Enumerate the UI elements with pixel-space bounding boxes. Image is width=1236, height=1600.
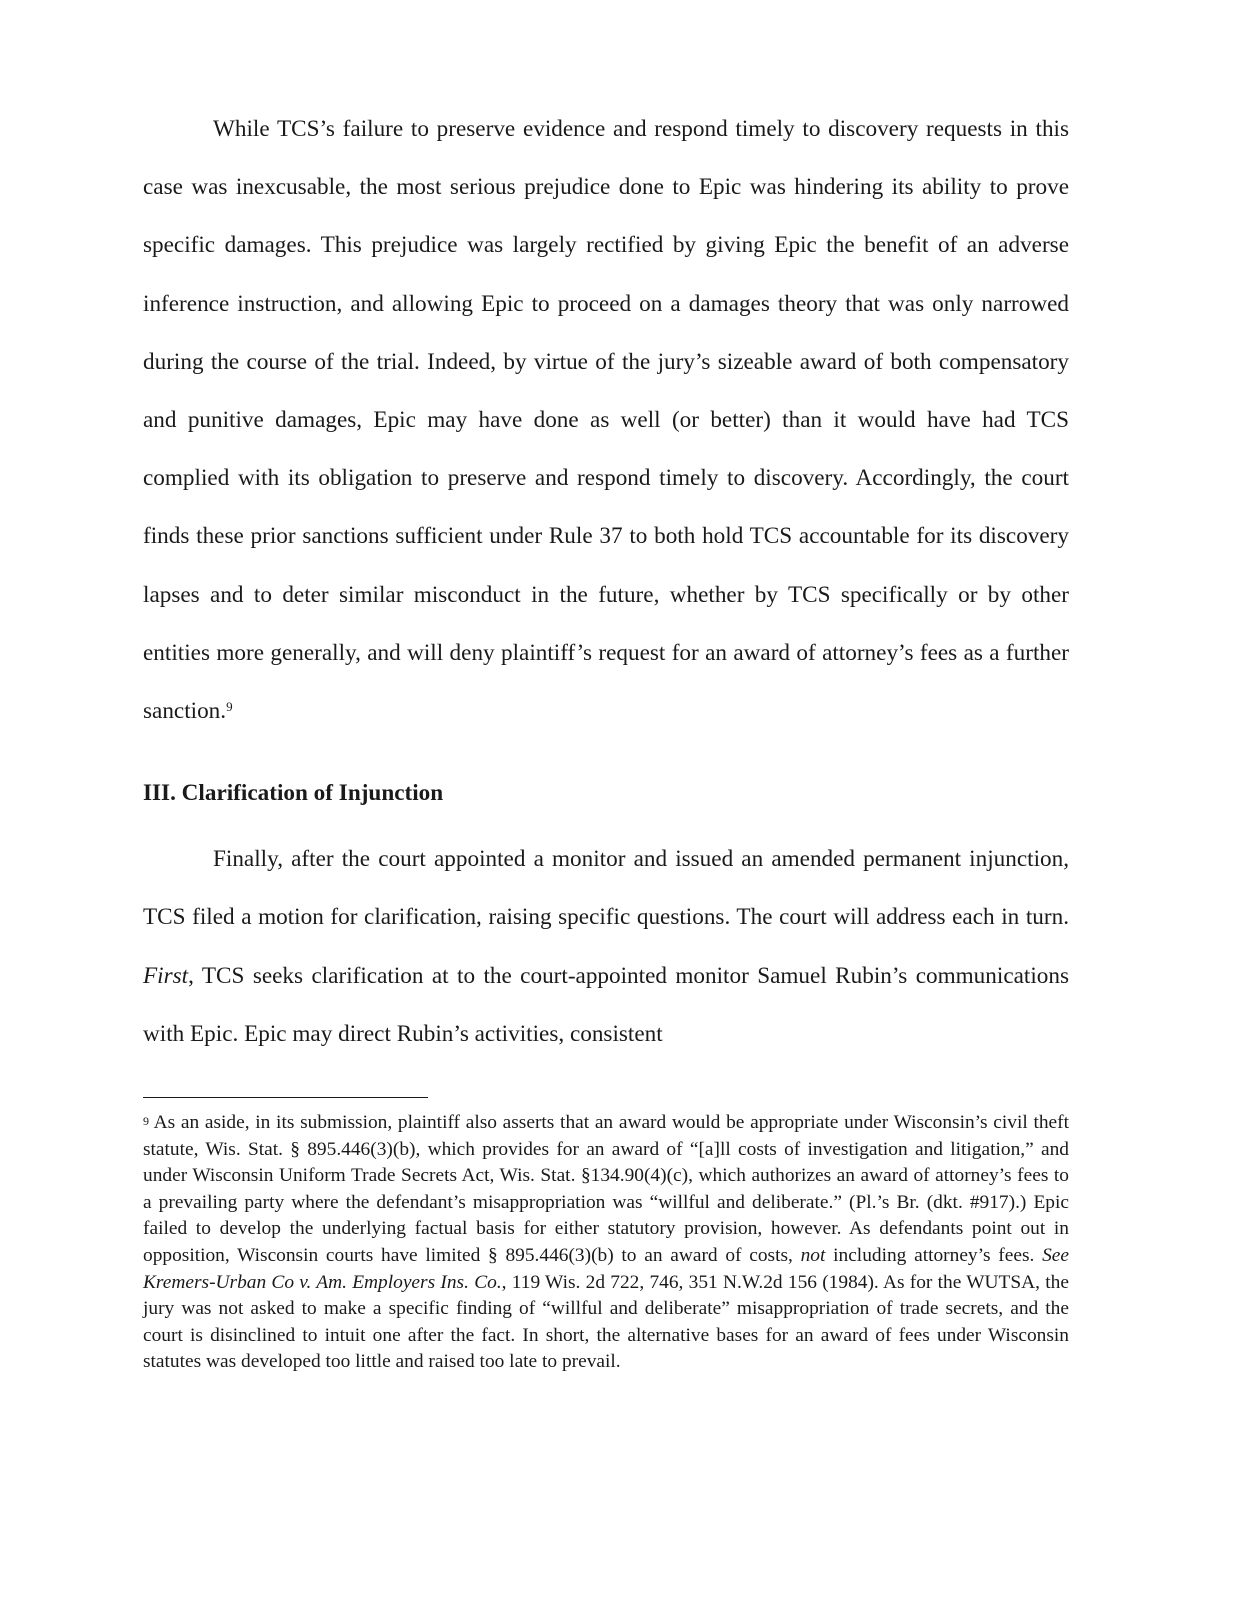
paragraph-clarification-text-1: Finally, after the court appointed a monitor and issued an amended permanent injunction, TCS filed a motion for clarification, raising specific questions. The court will address each in turn. xyxy=(143,846,1069,931)
footnote-case-citation: See Kremers-Urban Co v. Am. Employers Ins. Co. xyxy=(143,1244,1069,1293)
footnote-separator xyxy=(143,1097,428,1098)
footnote-number: 9 xyxy=(143,1114,149,1128)
paragraph-sanctions-text: While TCS’s failure to preserve evidence and respond timely to discovery requests in this case was inexcusable, the most serious prejudice done to Epic was hindering its ability to prove specific damages. This prejudice was largely rectified by giving Epic the benefit of an adverse inference instruction, and allowing Epic to proceed on a damages theory that was only narrowed during the course of the trial. Indeed, by virtue of the jury’s sizeable award of both compensatory and punitive damages, Epic may have done as well (or better) than it would have had TCS complied with its obligation to preserve and respond timely to discovery. Accordingly, the court finds these prior sanctions sufficient under Rule 37 to both hold TCS accountable for its discovery lapses and to deter similar misconduct in the future, whether by TCS specifically or by other entities more generally, and will deny plaintiff’s request for an award of attorney’s fees as a further sanction. xyxy=(143,116,1069,725)
paragraph-clarification-text-2: , TCS seeks clarification at to the court-appointed monitor Samuel Rubin’s communications with Epic. Epic may direct Rubin’s activities, consistent xyxy=(143,962,1069,1047)
footnote-9 xyxy=(143,1110,1069,1376)
paragraph-clarification-emphasis: First xyxy=(143,962,189,989)
footnote-reference-9[interactable]: 9 xyxy=(226,699,233,715)
paragraph-clarification xyxy=(143,830,1069,1063)
paragraph-sanctions xyxy=(143,100,1069,740)
footnote-text-3: , 119 Wis. 2d 722, 746, 351 N.W.2d 156 (1984). As for the WUTSA, the jury was not asked to make a specific finding of “willful and deliberate” misappropriation of trade secrets, and the court is disinclined to intuit one after the fact. In short, the alternative bases for an award of fees under Wisconsin statutes was developed too little and raised too late to prevail. xyxy=(143,1271,1069,1373)
footnote-emphasis-not: not xyxy=(800,1244,826,1266)
footnote-text-1: As an aside, in its submission, plaintiff also asserts that an award would be appropriate under Wisconsin’s civil theft statute, Wis. Stat. § 895.446(3)(b), which provides for an award of “[a]ll costs of investigation and litigation,” and under Wisconsin Uniform Trade Secrets Act, Wis. Stat. §134.90(4)(c), which authorizes an award of attorney’s fees to a prevailing party where the defendant’s misappropriation was “willful and deliberate.” (Pl.’s Br. (dkt. #917).) Epic failed to develop the underlying factual basis for either statutory provision, however. As defendants point out in opposition, Wisconsin courts have limited § 895.446(3)(b) to an award of costs, xyxy=(143,1112,1069,1266)
section-heading-clarification: III. Clarification of Injunction xyxy=(143,780,444,807)
document-page xyxy=(143,100,1069,1063)
footnote-text-2: including attorney’s fees. xyxy=(825,1244,1043,1266)
